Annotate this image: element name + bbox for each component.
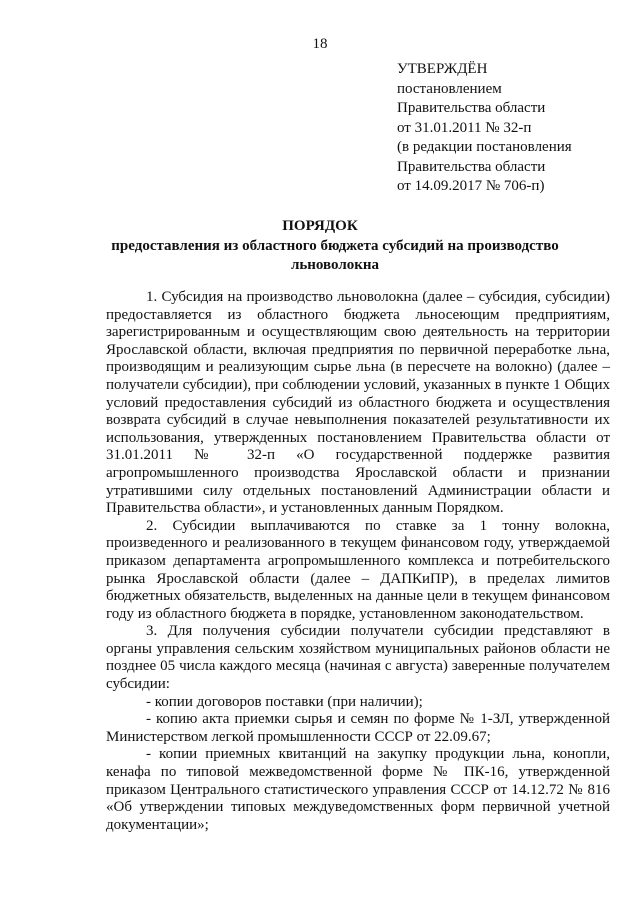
approval-line: постановлением: [397, 80, 502, 97]
paragraph-2: 2. Субсидии выплачиваются по ставке за 1 тонну волокна, произведенного и реализованного в текущем финансовом году, утверждаемой приказом департамента агропромышленного комплекса и потребительского рынка Ярославской области (далее – ДАПКиПР), в пределах лимитов бюджетных обязательств, выделенных на данные цели в текущем финансовом году из областного бюджета в порядке, установленном законодательством.: [106, 517, 610, 622]
approval-stamp: [397, 60, 633, 197]
approval-line: от 31.01.2011 № 32-п: [397, 119, 532, 136]
list-item: - копию акта приемки сырья и семян по форме № 1-ЗЛ, утвержденной Министерством легкой промышленности СССР от 22.09.67;: [106, 711, 610, 745]
page-number: 18: [312, 36, 328, 52]
list-item: - копии договоров поставки (при наличии);: [146, 693, 423, 710]
list-item: - копии приемных квитанций на закупку продукции льна, конопли, кенафа по типовой межведомственной форме № ПК-16, утвержденной приказом Центрального статистического управления СССР от 14.12.72 № 816 «Об утверждении типовых междуведомственных форм первичной учетной документации»;: [106, 746, 610, 833]
approval-line: УТВЕРЖДЁН: [397, 61, 488, 77]
approval-line: Правительства области: [397, 100, 546, 116]
approval-line: Правительства области: [397, 158, 546, 175]
paragraph-1: 1. Субсидия на производство льноволокна (далее – субсидия, субсидии) предоставляется из областного бюджета льносеющим предприятиям, зарегистрированным и осуществляющим свою деятельность на территории Ярославской области, включая предприятия по первичной переработке льна, производящим и реализующим сырье льна (в пересчете на волокно) (далее – получатели субсидии), при соблюдении условий, указанных в пункте 1 Общих условий предоставления субсидий из областного бюджета и осуществления возврата субсидий в случае невыполнения показателей результативности их использования, утвержденных постановлением Правительства области от 31.01.2011 № 32-п «О государственной поддержке развития агропромышленного производства Ярославской области и признании утратившими силу отдельных постановлений Администрации области и Правительства области», и установленных данным Порядком.: [106, 289, 610, 517]
document-title: ПОРЯДОК: [282, 218, 358, 234]
document-subtitle: предоставления из областного бюджета субсидий на производство льноволокна: [111, 238, 559, 273]
approval-line: от 14.09.2017 № 706-п): [397, 178, 545, 194]
approval-line: (в редакции постановления: [397, 139, 572, 155]
document-body: [106, 289, 610, 834]
paragraph-3: 3. Для получения субсидии получатели субсидии представляют в органы управления сельским хозяйством муниципальных районов области не позднее 05 числа каждого месяца (начиная с августа) заверенные получателем субсидии:: [106, 623, 610, 693]
